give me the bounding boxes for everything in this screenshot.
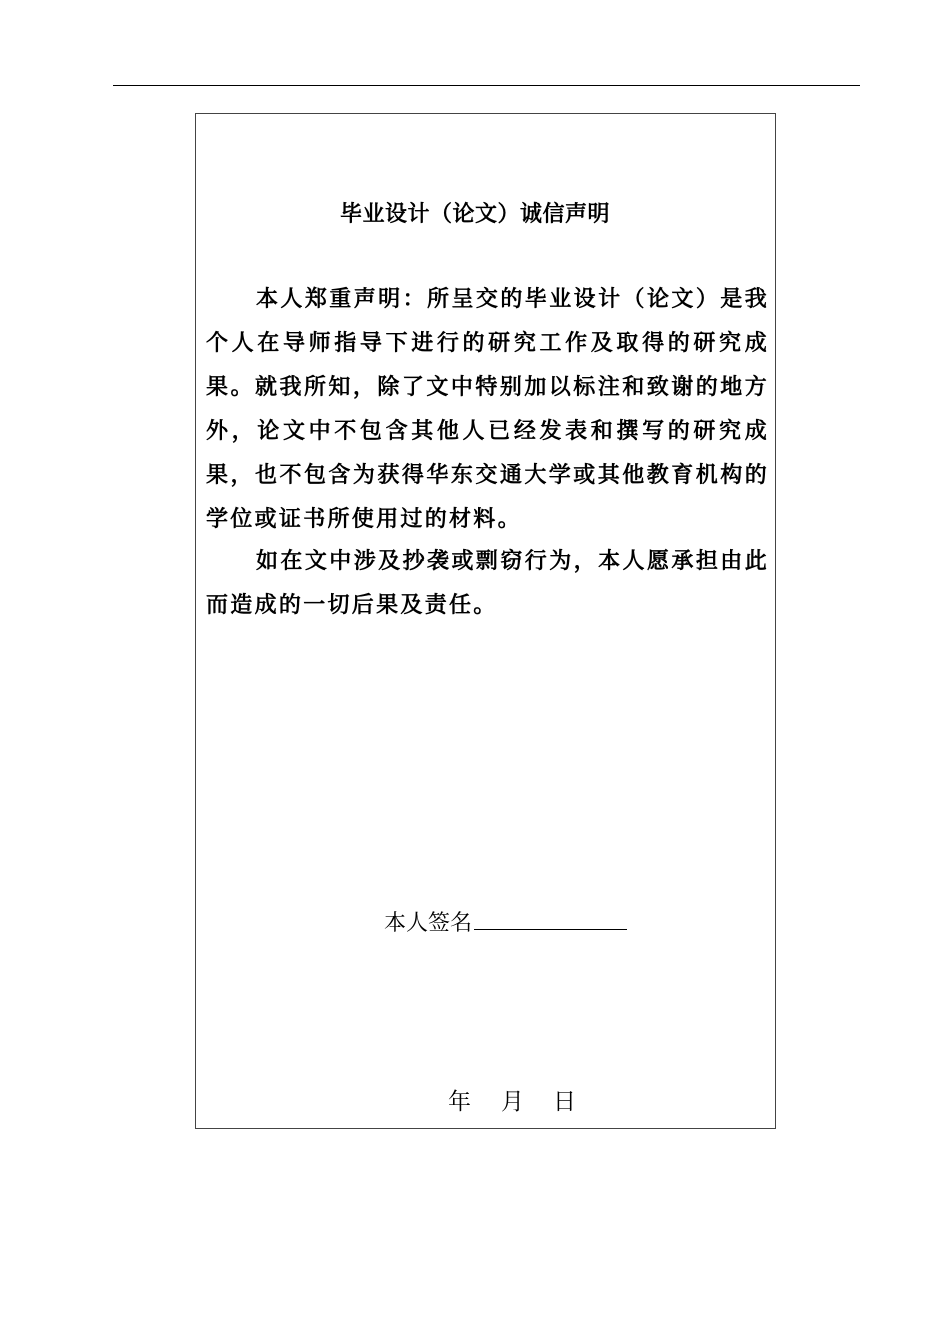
header-rule bbox=[113, 85, 860, 86]
date-month-label: 月 bbox=[501, 1089, 524, 1115]
date-year-label: 年 bbox=[448, 1089, 471, 1115]
signature-line bbox=[474, 909, 627, 930]
date-row bbox=[448, 1086, 576, 1118]
date-day-label: 日 bbox=[553, 1089, 576, 1115]
declaration-paragraph: 本人郑重声明：所呈交的毕业设计（论文）是我个人在导师指导下进行的研究工作及取得的研究成果。就我所知，除了文中特别加以标注和致谢的地方外，论文中不包含其他人已经发表和撰写的研究成果，也不包含为获得华东交通大学或其他教育机构的学位或证书所使用过的材料。 bbox=[206, 287, 769, 532]
signature-label: 本人签名 bbox=[384, 911, 473, 936]
document-title: 毕业设计（论文）诚信声明 bbox=[339, 202, 610, 227]
signature-row bbox=[384, 908, 627, 940]
consequence-paragraph: 如在文中涉及抄袭或剽窃行为，本人愿承担由此而造成的一切后果及责任。 bbox=[206, 549, 769, 618]
